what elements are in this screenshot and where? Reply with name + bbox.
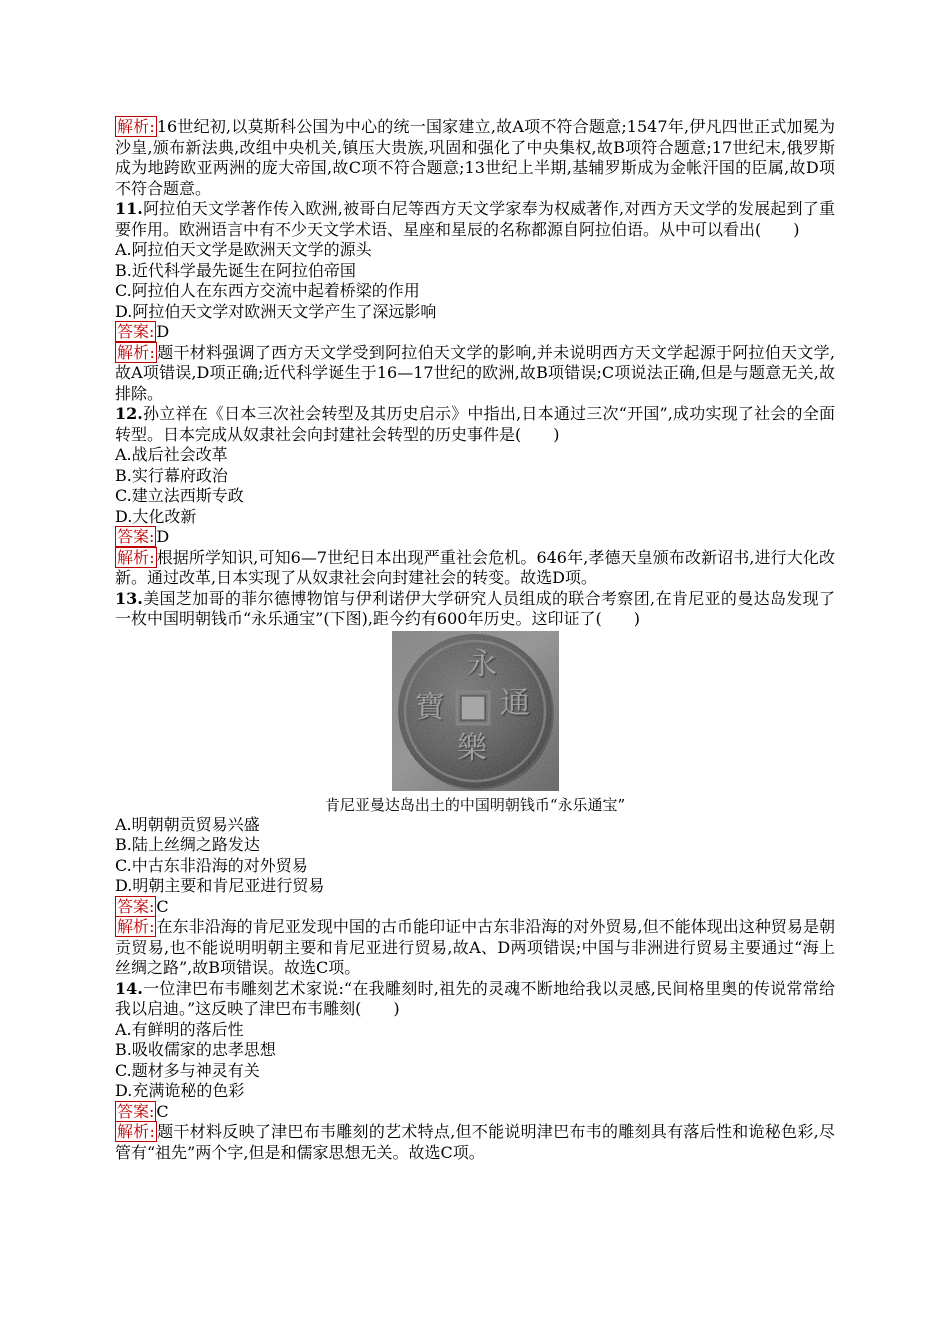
analysis-line xyxy=(115,917,835,979)
analysis-line xyxy=(115,343,835,405)
option-b: B.近代科学最先诞生在阿拉伯帝国 xyxy=(115,260,356,280)
option-a: A.战后社会改革 xyxy=(115,445,228,464)
option-c: C.阿拉伯人在东西方交流中起着桥梁的作用 xyxy=(115,281,420,300)
analysis-text: 题干材料强调了西方天文学受到阿拉伯天文学的影响,并未说明西方天文学起源于阿拉伯天文学,故A项错误,D项正确;近代科学诞生于16—17世纪的欧洲,故B项错误;C项说法正确,但是与题意无关,故排除。 xyxy=(115,342,835,403)
answer-value: D xyxy=(156,322,170,341)
analysis-label: 解析: xyxy=(117,342,155,362)
question-stem xyxy=(115,979,835,1020)
analysis-line xyxy=(115,1122,835,1163)
answer-label: 答案: xyxy=(117,1101,155,1121)
analysis-text: 根据所学知识,可知6—7世纪日本出现严重社会危机。646年,孝德天皇颁布改新诏书,进行大化改新。通过改革,日本实现了从奴隶社会向封建社会的转变。故选D项。 xyxy=(115,547,835,587)
option-a: A.阿拉伯天文学是欧洲天文学的源头 xyxy=(115,240,372,259)
analysis-label: 解析: xyxy=(117,117,155,136)
question-14 xyxy=(115,979,835,1164)
answer-value: D xyxy=(156,527,170,546)
answer-line xyxy=(115,322,835,343)
document-page xyxy=(115,117,835,1163)
figure-caption: 肯尼亚曼达岛出土的中国明朝钱币“永乐通宝” xyxy=(324,795,626,814)
option-d: D.充满诡秘的色彩 xyxy=(115,1081,245,1100)
question-stem xyxy=(115,404,835,445)
analysis-text: 题干材料反映了津巴布韦雕刻的艺术特点,但不能说明津巴布韦的雕刻具有落后性和诡秘色彩,尽管有“祖先”两个字,但是和儒家思想无关。故选C项。 xyxy=(115,1122,835,1162)
answer-line xyxy=(115,527,835,548)
question-12 xyxy=(115,404,835,589)
question-number: 13. xyxy=(115,588,143,608)
option-d: D.大化改新 xyxy=(115,506,197,526)
answer-line xyxy=(115,897,835,918)
question-text: 孙立祥在《日本三次社会转型及其历史启示》中指出,日本通过三次“开国”,成功实现了社会的全面转型。日本完成从奴隶社会向封建社会转型的历史事件是( ) xyxy=(115,404,835,444)
option-d: D.阿拉伯天文学对欧洲天文学产生了深远影响 xyxy=(115,301,437,321)
analysis-text: 在东非沿海的肯尼亚发现中国的古币能印证中古东非沿海的对外贸易,但不能体现出这种贸易是朝贡贸易,也不能说明明朝主要和肯尼亚进行贸易,故A、D两项错误;中国与非洲进行贸易主要通过“海上丝绸之路”,故B项错误。故选C项。 xyxy=(115,917,835,977)
answer-value: C xyxy=(156,896,169,916)
option-b: B.吸收儒家的忠孝思想 xyxy=(115,1040,276,1059)
question-text: 阿拉伯天文学著作传入欧洲,被哥白尼等西方天文学家奉为权威著作,对西方天文学的发展起到了重要作用。欧洲语言中有不少天文学术语、星座和星辰的名称都源自阿拉伯语。从中可以看出( ) xyxy=(115,199,835,239)
coin-figure xyxy=(115,631,835,815)
intro-analysis xyxy=(115,117,835,199)
analysis-label: 解析: xyxy=(117,917,155,936)
question-number: 14. xyxy=(115,978,143,998)
question-stem xyxy=(115,589,835,630)
photo-grain xyxy=(392,631,559,791)
answer-line xyxy=(115,1102,835,1123)
analysis-label: 解析: xyxy=(117,547,155,567)
option-b: B.陆上丝绸之路发达 xyxy=(115,835,260,854)
answer-label: 答案: xyxy=(117,896,155,916)
option-c: C.建立法西斯专政 xyxy=(115,486,244,505)
question-number: 11. xyxy=(115,199,143,218)
question-stem xyxy=(115,199,835,240)
option-c: C.中古东非沿海的对外贸易 xyxy=(115,855,308,875)
analysis-line xyxy=(115,548,835,589)
option-d: D.明朝主要和肯尼亚进行贸易 xyxy=(115,876,325,895)
question-text: 美国芝加哥的菲尔德博物馆与伊利诺伊大学研究人员组成的联合考察团,在肯尼亚的曼达岛发现了一枚中国明朝钱币“永乐通宝”(下图),距今约有600年历史。这印证了( ) xyxy=(115,588,835,628)
analysis-label: 解析: xyxy=(117,1122,155,1141)
question-text: 一位津巴布韦雕刻艺术家说:“在我雕刻时,祖先的灵魂不断地给我以灵感,民间格里奥的传说常常给我以启迪。”这反映了津巴布韦雕刻( ) xyxy=(115,978,835,1018)
option-b: B.实行幕府政治 xyxy=(115,465,228,485)
answer-value: C xyxy=(156,1101,169,1121)
question-11 xyxy=(115,199,835,404)
coin-photo xyxy=(392,631,559,791)
analysis-text: 16世纪初,以莫斯科公国为中心的统一国家建立,故A项不符合题意;1547年,伊凡四世正式加冕为沙皇,颁布新法典,改组中央机关,镇压大贵族,巩固和强化了中央集权,故B项符合题意;17世纪末,俄罗斯成为地跨欧亚两洲的庞大帝国,故C项不符合题意;13世纪上半期,基辅罗斯成为金帐汗国的臣属,故D项不符合题意。 xyxy=(115,117,835,198)
question-number: 12. xyxy=(115,404,143,423)
answer-label: 答案: xyxy=(117,527,155,546)
option-a: A.有鲜明的落后性 xyxy=(115,1019,244,1039)
option-a: A.明朝朝贡贸易兴盛 xyxy=(115,814,260,834)
option-c: C.题材多与神灵有关 xyxy=(115,1060,260,1080)
answer-label: 答案: xyxy=(117,322,155,341)
question-13 xyxy=(115,589,835,979)
